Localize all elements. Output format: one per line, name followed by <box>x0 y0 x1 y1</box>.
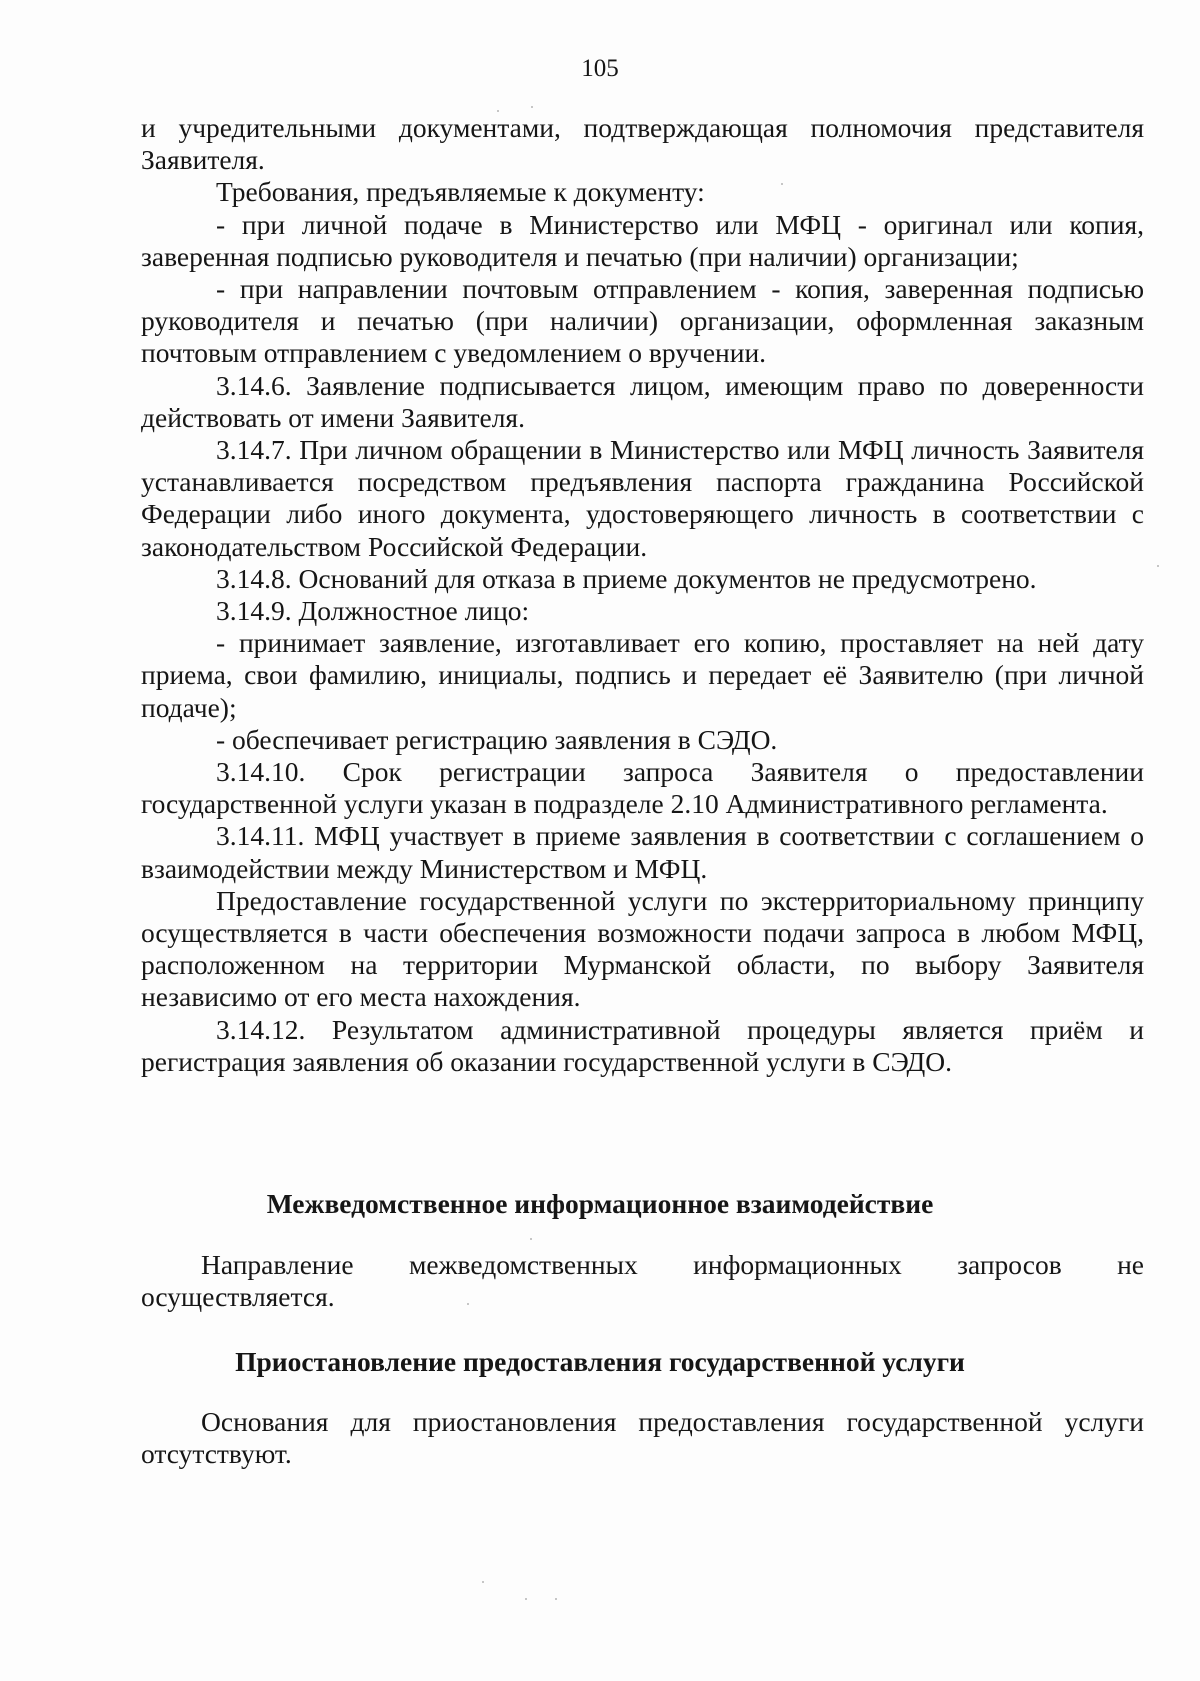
paragraph: Требования, предъявляемые к документу: <box>216 176 705 208</box>
paragraph: и учредительными документами, подтверждающая полномочия представителя Заявителя. <box>141 112 1144 176</box>
clause-3-14-6: 3.14.6. Заявление подписывается лицом, имеющим право по доверенности действовать от имени Заявителя. <box>141 369 1144 433</box>
scan-speck <box>530 1238 532 1240</box>
scan-speck <box>531 106 533 108</box>
list-item: - при направлении почтовым отправлением - копия, заверенная подписью руководителя и печатью (при наличии) организации, оформленная заказным почтовым отправлением с уведомлением о вручении. <box>141 273 1144 369</box>
section-text-interagency <box>141 1249 1144 1313</box>
scan-speck <box>555 1598 557 1600</box>
paragraph: Основания для приостановления предоставления государственной услуги отсутствуют. <box>141 1406 1144 1470</box>
scan-speck <box>525 1598 527 1600</box>
clause-3-14-11: 3.14.11. МФЦ участвует в приеме заявления в соответствии с соглашением о взаимодействии между Министерством и МФЦ. <box>141 820 1144 884</box>
clause-3-14-9: 3.14.9. Должностное лицо: <box>216 595 530 627</box>
body-text <box>141 112 1144 1078</box>
clause-3-14-7: 3.14.7. При личном обращении в Министерство или МФЦ личность Заявителя устанавливается посредством предъявления паспорта гражданина Российской Федерации либо иного документа, удостоверяющего личность в соответствии с законодательством Российской Федерации. <box>141 434 1144 562</box>
paragraph: Предоставление государственной услуги по экстерриториальному принципу осуществляется в части обеспечения возможности подачи запроса в любом МФЦ, расположенном на территории Мурманской области, по выбору Заявителя независимо от его места нахождения. <box>141 884 1144 1013</box>
section-heading-interagency: Межведомственное информационное взаимодействие <box>266 1188 934 1219</box>
list-item: - при личной подаче в Министерство или МФЦ - оригинал или копия, заверенная подписью руководителя и печатью (при наличии) организации; <box>141 208 1144 272</box>
page-number: 105 <box>581 55 619 82</box>
clause-3-14-12: 3.14.12. Результатом административной процедуры является приём и регистрация заявления об оказании государственной услуги в СЭДО. <box>141 1013 1144 1077</box>
list-item: - принимает заявление, изготавливает его копию, проставляет на ней дату приема, свои фамилию, инициалы, подпись и передает её Заявителю (при личной подаче); <box>141 627 1144 723</box>
section-text-suspension <box>141 1406 1144 1470</box>
clause-3-14-8: 3.14.8. Оснований для отказа в приеме документов не предусмотрено. <box>216 562 1037 594</box>
scan-speck <box>497 110 499 112</box>
paragraph: Направление межведомственных информационных запросов не осуществляется. <box>141 1249 1144 1313</box>
scan-speck <box>1157 565 1159 567</box>
scan-speck <box>482 1581 484 1583</box>
scan-speck <box>467 1303 469 1305</box>
list-item: - обеспечивает регистрацию заявления в СЭДО. <box>216 723 778 755</box>
clause-3-14-10: 3.14.10. Срок регистрации запроса Заявителя о предоставлении государственной услуги указан в подразделе 2.10 Административного регламента. <box>141 756 1144 820</box>
scan-speck <box>781 183 783 185</box>
section-heading-suspension: Приостановление предоставления государственной услуги <box>235 1346 965 1377</box>
